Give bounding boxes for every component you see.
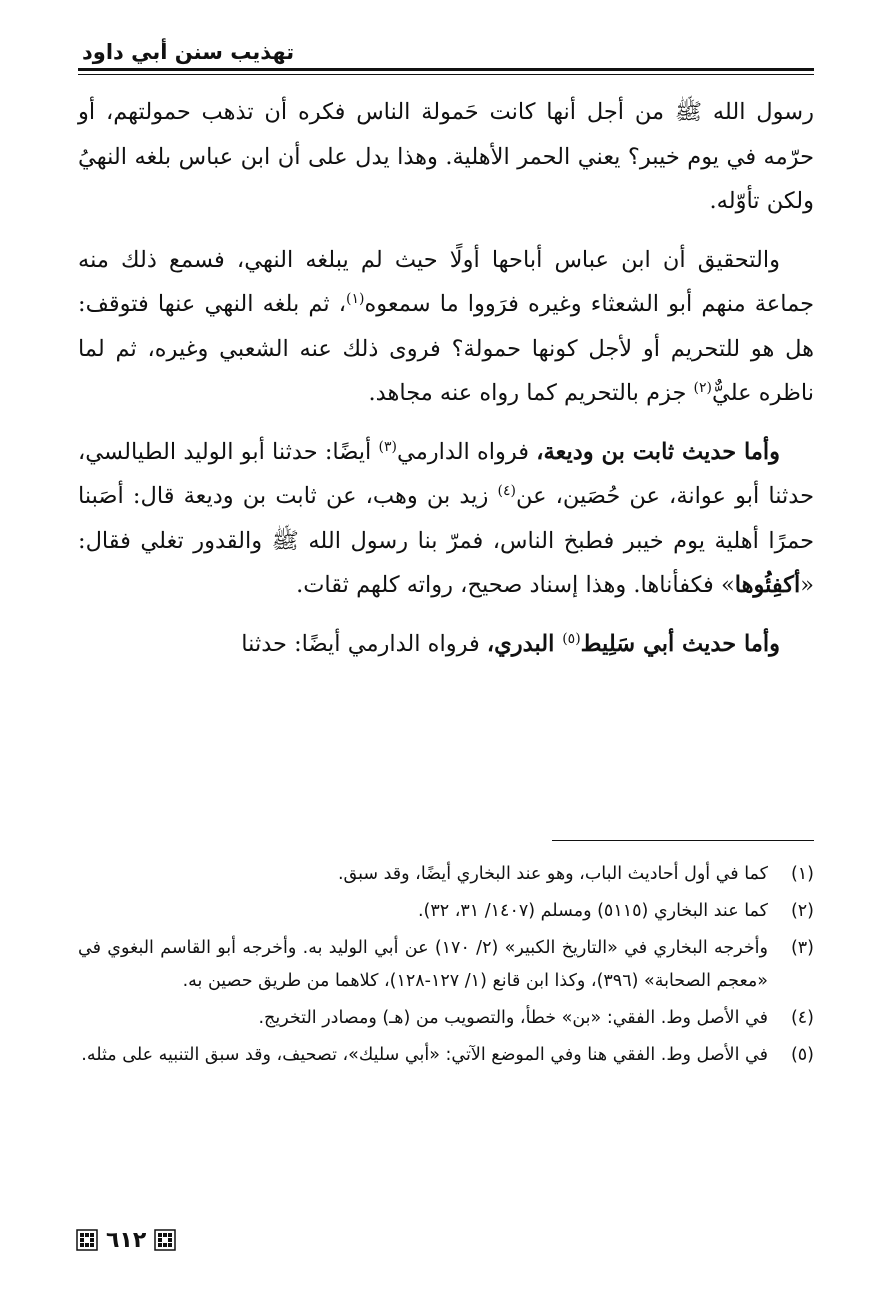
footnote-ref: (٣) — [378, 438, 397, 455]
footnote-separator — [552, 840, 814, 841]
text-run: فرواه الدارمي — [396, 438, 537, 465]
header-rule-thin — [78, 74, 814, 75]
bold-text: وأما حديث أبي سَلِيط — [580, 630, 780, 657]
footnote-number: (٣) — [790, 938, 814, 958]
footnote — [78, 895, 814, 928]
footnote-text: كما في أول أحاديث الباب، وهو عند البخاري أيضًا، وقد سبق. — [337, 864, 768, 884]
running-header-title: تهذيب سنن أبي داود — [82, 40, 295, 64]
page-number: ٦١٢ — [106, 1227, 147, 1253]
text-run: ، ثم بلغه النهي عنها فتوقف: هل هو للتحريم أو لأجل كونها حمولة؟ فروى ذلك عنه الشعبي وغيره، ثم لما ناظره عليٌّ — [78, 291, 814, 406]
text-run: » فكفأناها. وهذا إسناد صحيح، رواته كلهم ثقات. — [296, 572, 735, 598]
footnote-ref: (١) — [346, 291, 365, 307]
footnote-text: في الأصل وط. الفقي هنا وفي الموضع الآتي: «أبي سليك»، تصحيف، وقد سبق التنبيه على مثله. — [81, 1045, 768, 1065]
footnote-ref: (٤) — [497, 483, 516, 499]
footnote-ref: (٥) — [562, 630, 581, 647]
footnote-number: (٥) — [790, 1045, 814, 1065]
footnote-text: في الأصل وط. الفقي: «بن» خطأ، والتصويب من (هـ) ومصادر التخريج. — [258, 1008, 768, 1028]
paragraph — [78, 238, 814, 416]
header-rule-thick — [78, 68, 814, 71]
footnote-number: (١) — [790, 864, 814, 884]
footnote-ref: (٢) — [693, 380, 712, 396]
footnote — [78, 1039, 814, 1072]
text-run: أيضًا: حدثنا أبو الوليد الطيالسي، حدثنا أبو عوانة، عن حُصَين، عن — [78, 438, 814, 509]
footnote-text: كما عند البخاري (٥١١٥) ومسلم (١٤٠٧/ ٣١، ٣٢). — [417, 901, 768, 921]
bold-text: وأما حديث ثابت بن وديعة، — [536, 438, 781, 465]
bold-text: البدري، — [486, 630, 563, 657]
paragraph — [78, 622, 814, 667]
footnote-number: (٤) — [790, 1008, 814, 1028]
bold-text: أكفِئُوها — [734, 572, 801, 598]
footnote-text: وأخرجه البخاري في «التاريخ الكبير» (٢/ ١٧٠) عن أبي الوليد به. وأخرجه أبو القاسم البغوي في «معجم الصحابة» (٣٩٦)، وكذا ابن قانع (١/ ١٢٧-١٢٨)، كلاهما من طريق حصين به. — [78, 938, 768, 991]
main-text — [78, 90, 814, 680]
ornament-right-icon — [154, 1229, 176, 1251]
ornament-left-icon — [76, 1229, 98, 1251]
footnotes — [78, 858, 814, 1076]
text-run: رسول الله ﷺ من أجل أنها كانت حَمولة الناس فكره أن تذهب حمولتهم، أو حرّمه في يوم خيبر؟ يعني الحمر الأهلية. وهذا يدل على أن ابن عباس بلغه النهيُ ولكن تأوّله. — [78, 99, 814, 214]
text-run: والتحقيق أن ابن عباس أباحها أولًا حيث لم يبلغه النهي، فسمع ذلك منه جماعة منهم أبو الشعثاء وغيره فرَووا ما سمعوه — [78, 246, 815, 317]
footnote — [78, 932, 814, 998]
footnote — [78, 1002, 814, 1035]
paragraph — [78, 90, 814, 224]
footnote — [78, 858, 814, 891]
footnote-number: (٢) — [790, 901, 814, 921]
page-number-block — [76, 1226, 176, 1254]
text-run: جزم بالتحريم كما رواه عنه مجاهد. — [368, 380, 694, 406]
text-run: فرواه الدارمي أيضًا: حدثنا — [241, 630, 487, 657]
paragraph — [78, 430, 814, 608]
text-run: زيد بن وهب، عن ثابت بن وديعة قال: أصَبنا حمرًا أهلية يوم خيبر فطبخ الناس، فمرّ بنا رسول الله ﷺ والقدور تغلي فقال: « — [78, 483, 814, 598]
